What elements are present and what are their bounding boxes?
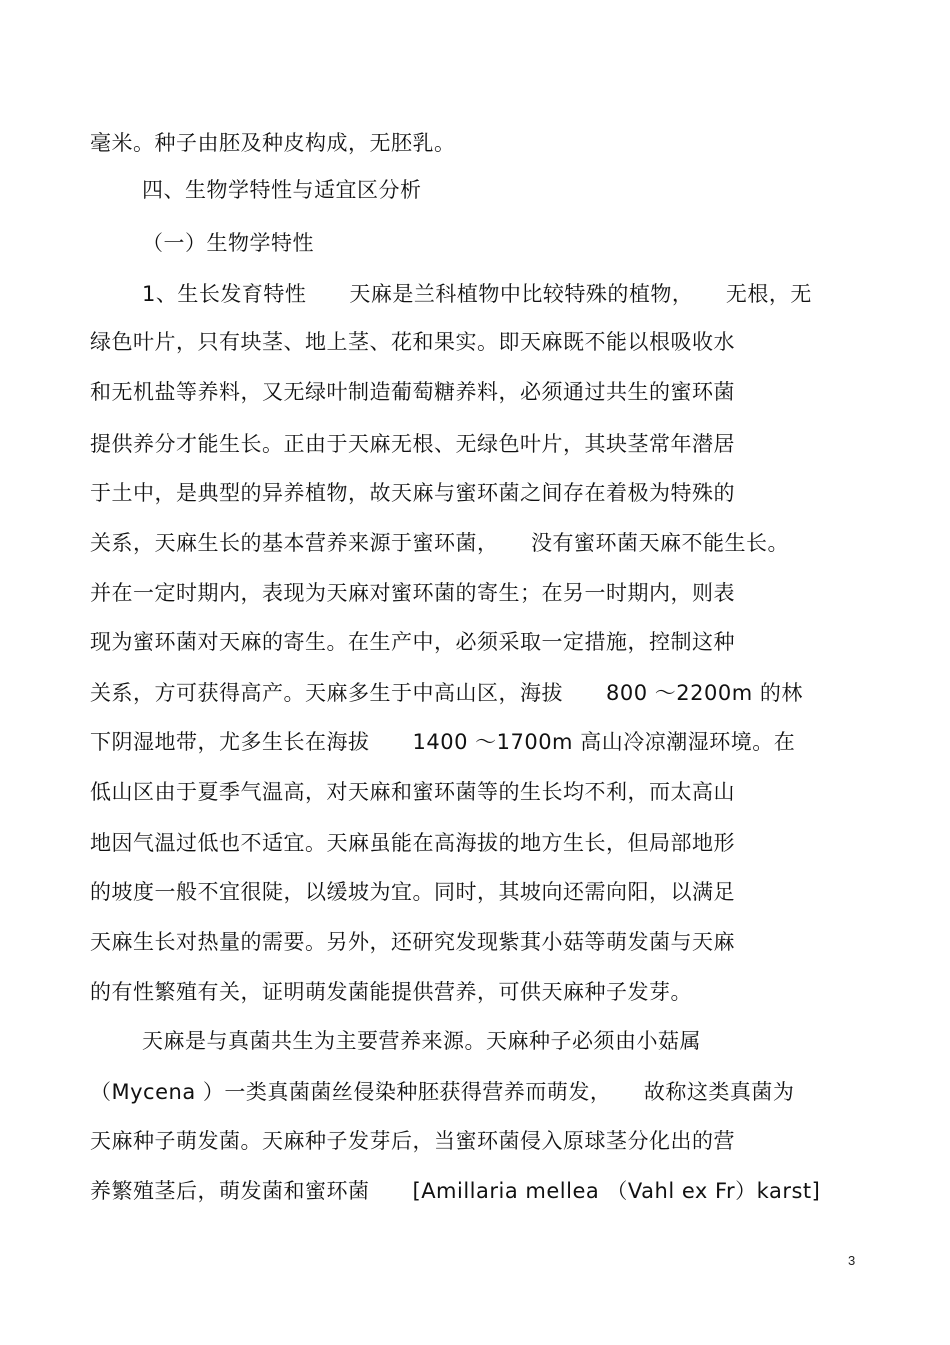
section-heading: 四、生物学特性与适宜区分析 — [142, 178, 422, 202]
subsection-heading: （一）生物学特性 — [142, 231, 314, 255]
text-line: 关系，方可获得高产。天麻多生于中高山区，海拔 800 ～2200m 的林 — [90, 681, 803, 705]
text-line: 并在一定时期内，表现为天麻对蜜环菌的寄生；在另一时期内，则表 — [90, 581, 735, 605]
text-line: 地因气温过低也不适宜。天麻虽能在高海拔的地方生长，但局部地形 — [90, 831, 735, 855]
text-line: 的坡度一般不宜很陡，以缓坡为宜。同时，其坡向还需向阳，以满足 — [90, 880, 735, 904]
text-line: 的有性繁殖有关，证明萌发菌能提供营养，可供天麻种子发芽。 — [90, 980, 692, 1004]
page-number: 3 — [848, 1253, 856, 1268]
text-line: 养繁殖茎后，萌发菌和蜜环菌 [Amillaria mellea （Vahl ex Fr）karst] — [90, 1179, 821, 1203]
text-line: 于土中，是典型的异养植物，故天麻与蜜环菌之间存在着极为特殊的 — [90, 481, 735, 505]
text-line: 1、生长发育特性 天麻是兰科植物中比较特殊的植物， 无根，无 — [142, 282, 812, 306]
text-line: 提供养分才能生长。正由于天麻无根、无绿色叶片，其块茎常年潜居 — [90, 432, 735, 456]
text-line: 关系，天麻生长的基本营养来源于蜜环菌， 没有蜜环菌天麻不能生长。 — [90, 531, 789, 555]
text-line: 天麻种子萌发菌。天麻种子发芽后，当蜜环菌侵入原球茎分化出的营 — [90, 1129, 735, 1153]
text-line: 天麻生长对热量的需要。另外，还研究发现紫萁小菇等萌发菌与天麻 — [90, 930, 735, 954]
text-line: 绿色叶片，只有块茎、地上茎、花和果实。即天麻既不能以根吸收水 — [90, 330, 735, 354]
text-line: 低山区由于夏季气温高，对天麻和蜜环菌等的生长均不利，而太高山 — [90, 780, 735, 804]
text-line: 天麻是与真菌共生为主要营养来源。天麻种子必须由小菇属 — [142, 1029, 701, 1053]
text-line: 下阴湿地带，尤多生长在海拔 1400 ～1700m 高山冷凉潮湿环境。在 — [90, 730, 796, 754]
text-line: 和无机盐等养料，又无绿叶制造葡萄糖养料，必须通过共生的蜜环菌 — [90, 380, 735, 404]
text-line: 毫米。种子由胚及种皮构成，无胚乳。 — [90, 131, 456, 155]
text-line: （Mycena ）一类真菌菌丝侵染种胚获得营养而萌发， 故称这类真菌为 — [90, 1080, 795, 1104]
text-line: 现为蜜环菌对天麻的寄生。在生产中，必须采取一定措施，控制这种 — [90, 630, 735, 654]
